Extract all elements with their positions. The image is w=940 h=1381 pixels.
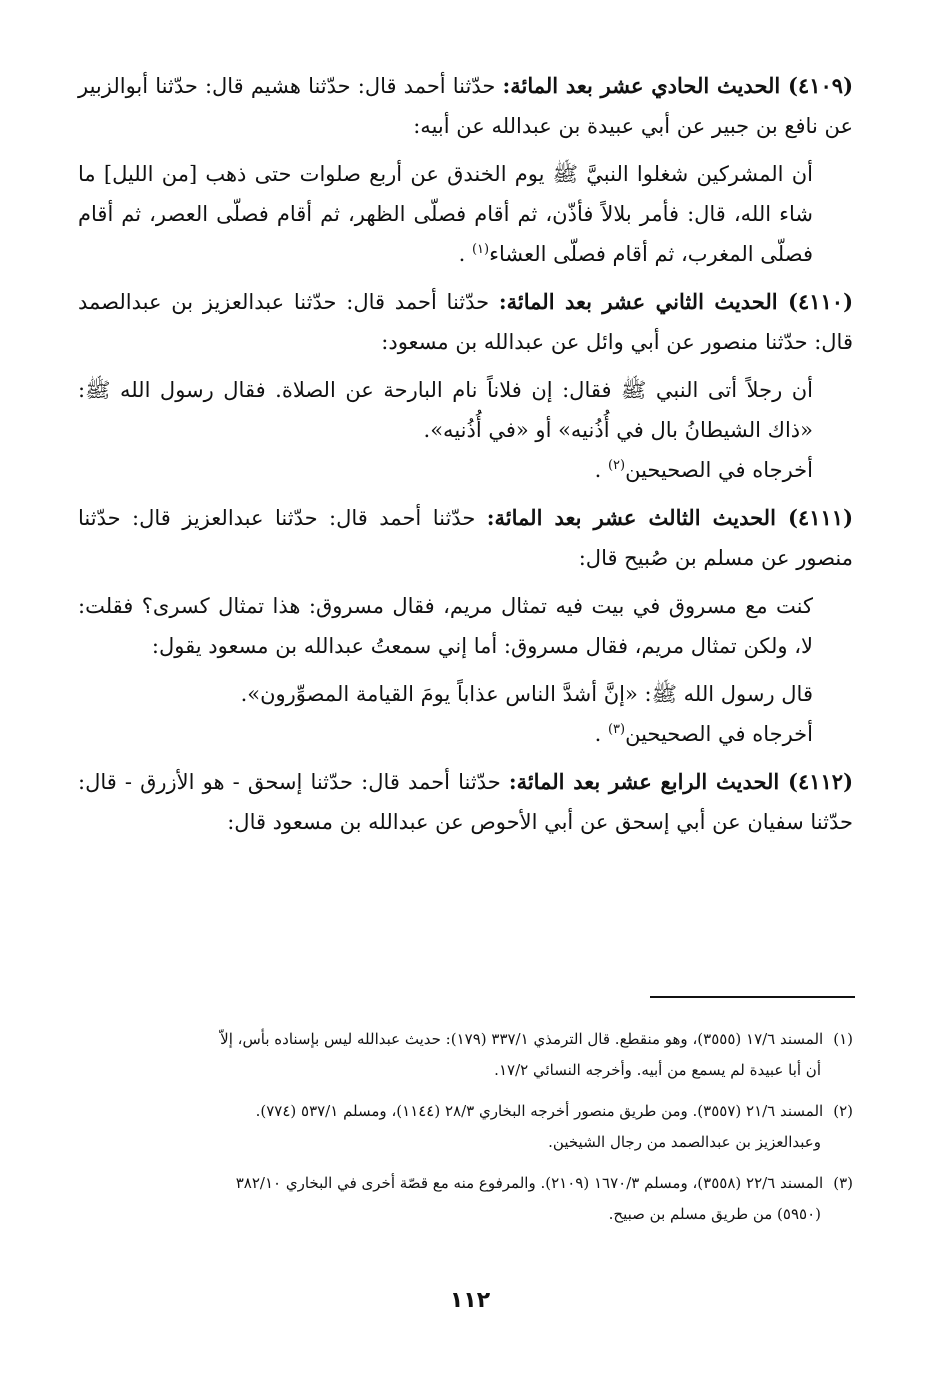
matn-text: أن المشركين شغلوا النبيَّ ﷺ يوم الخندق عن أربع صلوات حتى ذهب [من الليل] ما شاء الله، قال: فأمر بلالاً فأذّن، ثم أقام فصلّى الظهر، ثم أقام فصلّى العصر، ثم أقام فصلّى المغرب، ثم أقام فصلّى العشاء: [78, 162, 813, 266]
period: .: [594, 722, 602, 746]
hadith-4111-takhrij: [78, 714, 853, 754]
hadith-4112-heading: [78, 762, 853, 842]
isnad-text: حدّثنا أحمد قال: حدّثنا عبدالعزيز بن عبدالصمد قال: حدّثنا منصور عن أبي وائل عن عبدالله بن مسعود:: [78, 290, 853, 354]
hadith-4111-story: [78, 586, 853, 666]
hadith-4109-matn: [78, 154, 853, 274]
footnote-marker[interactable]: (١): [471, 242, 490, 257]
takhrij-text: أخرجاه في الصحيحين: [625, 722, 813, 746]
footnote-2: [78, 1096, 853, 1158]
footnote-3: [78, 1168, 853, 1230]
footnote-1: [78, 1024, 853, 1086]
footnote-number: (٣): [833, 1174, 853, 1192]
hadith-4110-heading: [78, 282, 853, 362]
footnote-marker[interactable]: (٢): [607, 458, 626, 473]
matn-text: قال رسول الله ﷺ: «إنَّ أشدَّ الناس عذاباً يومَ القيامة المصوِّرون».: [240, 682, 813, 706]
hadith-4110-matn: [78, 370, 853, 450]
matn-text: أن رجلاً أتى النبي ﷺ فقال: إن فلاناً نام البارحة عن الصلاة. فقال رسول الله ﷺ: «ذاك الشيطانُ بال في أُذُنيه» أو «في أُذُنيه».: [78, 378, 813, 442]
footnote-separator: [650, 996, 855, 998]
hadith-4111-heading: [78, 498, 853, 578]
main-text: [78, 66, 853, 842]
hadith-4109-heading: [78, 66, 853, 146]
footnote-marker[interactable]: (٣): [607, 722, 626, 737]
hadith-4111-matn: [78, 674, 853, 714]
matn-text: كنت مع مسروق في بيت فيه تمثال مريم، فقال مسروق: هذا تمثال كسرى؟ فقلت: لا، ولكن تمثال مريم، فقال مسروق: أما إني سمعتُ عبدالله بن مسعود يقول:: [78, 594, 813, 658]
hadith-title: (٤١١١) الحديث الثالث عشر بعد المائة:: [486, 505, 854, 530]
page-number: ١١٢: [449, 1288, 491, 1313]
takhrij-text: أخرجاه في الصحيحين: [625, 458, 813, 482]
period: .: [594, 458, 602, 482]
hadith-title: (٤١١٠) الحديث الثاني عشر بعد المائة:: [498, 289, 853, 314]
footnote-text: المسند ٢٢/٦ (٣٥٥٨)، ومسلم ١٦٧٠/٣ (٢١٠٩). والمرفوع منه مع قصّة أخرى في البخاري ٣٨٢/١٠: [235, 1174, 824, 1192]
footnote-text-continued: وعبدالعزيز بن عبدالصمد من رجال الشيخين.: [548, 1133, 821, 1151]
isnad-text: حدّثنا أحمد قال: حدّثنا عبدالعزيز قال: حدّثنا منصور عن مسلم بن صُبيح قال:: [78, 506, 853, 570]
footnote-text-continued: (٥٩٥٠) من طريق مسلم بن صبيح.: [608, 1205, 821, 1223]
footnote-number: (٢): [833, 1102, 853, 1120]
footnote-text: المسند ٢١/٦ (٣٥٥٧). ومن طريق منصور أخرجه البخاري ٢٨/٣ (١١٤٤)، ومسلم ٥٣٧/١ (٧٧٤).: [255, 1102, 824, 1120]
hadith-title: (٤١٠٩) الحديث الحادي عشر بعد المائة:: [502, 73, 853, 98]
isnad-text: حدّثنا أحمد قال: حدّثنا هشيم قال: حدّثنا أبوالزبير عن نافع بن جبير عن أبي عبيدة بن عبدالله عن أبيه:: [78, 74, 853, 138]
isnad-text: حدّثنا أحمد قال: حدّثنا إسحق - هو الأزرق - قال: حدّثنا سفيان عن أبي إسحق عن أبي الأحوص عن عبدالله بن مسعود قال:: [78, 770, 853, 834]
hadith-title: (٤١١٢) الحديث الرابع عشر بعد المائة:: [508, 769, 853, 794]
footnote-text: المسند ١٧/٦ (٣٥٥٥)، وهو منقطع. قال الترمذي ٣٣٧/١ (١٧٩): حديث عبدالله ليس بإسناده بأس، إلاّ: [220, 1030, 824, 1048]
period: .: [458, 242, 466, 266]
hadith-4110-takhrij: [78, 450, 853, 490]
footnote-number: (١): [833, 1030, 853, 1048]
footnotes: [78, 1024, 853, 1240]
footnote-text-continued: أن أبا عبيدة لم يسمع من أبيه. وأخرجه النسائي ١٧/٢.: [494, 1061, 821, 1079]
